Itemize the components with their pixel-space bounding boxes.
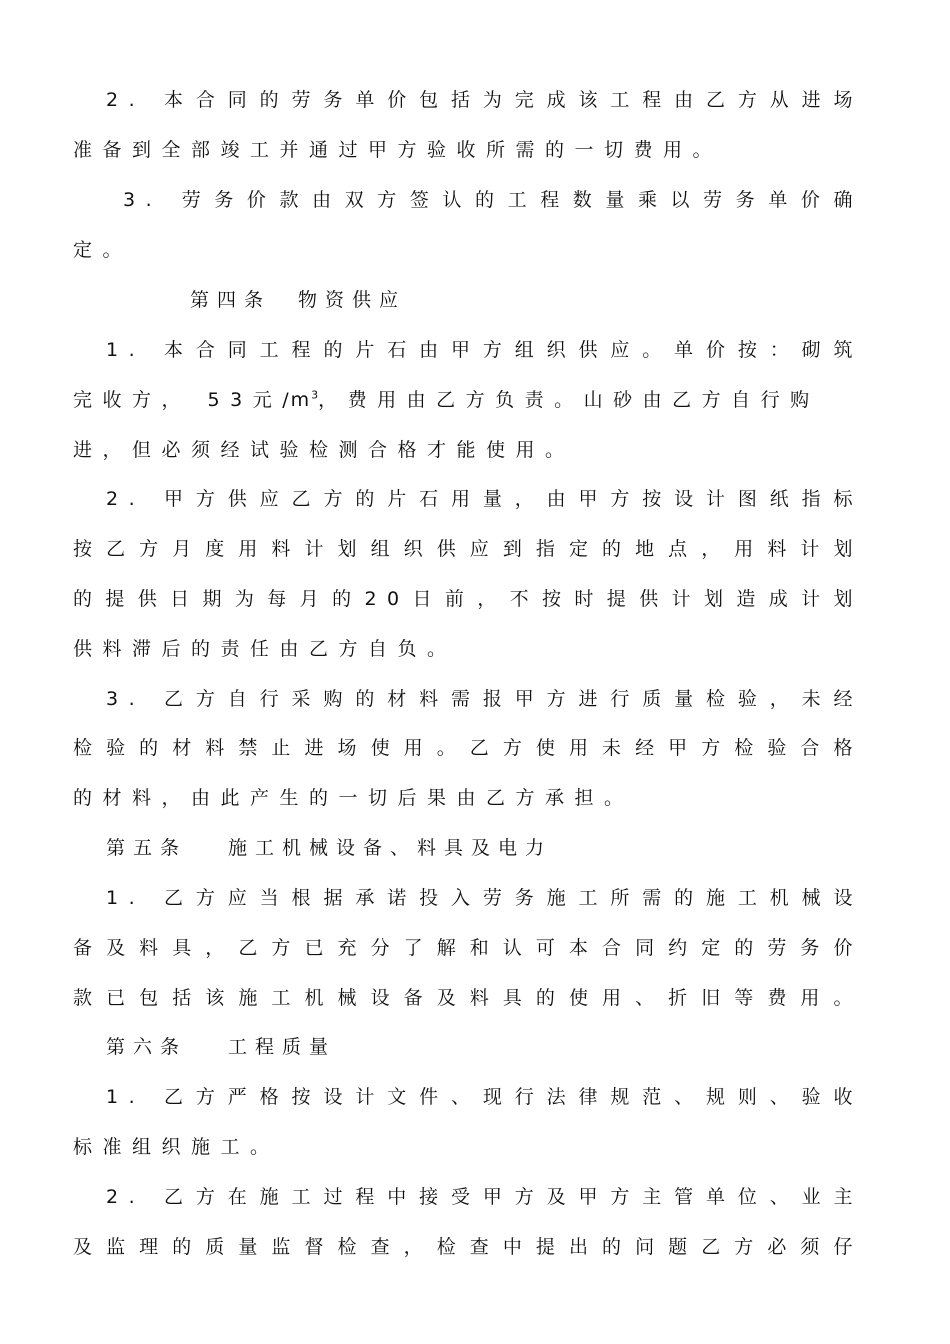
- section-heading: 第五条 施工机械设备、料具及电力: [106, 837, 553, 859]
- paragraph-line: 备及料具，乙方已充分了解和认可本合同约定的劳务价: [73, 937, 863, 959]
- paragraph-line: 1. 乙方严格按设计文件、现行法律规范、规则、验收: [106, 1086, 863, 1108]
- paragraph-line: 2. 甲方供应乙方的片石用量，由甲方按设计图纸指标: [106, 488, 863, 510]
- paragraph-line: 的提供日期为每月的20日前，不按时提供计划造成计划: [73, 588, 863, 610]
- paragraph-line: 1. 乙方应当根据承诺投入劳务施工所需的施工机械设: [106, 887, 863, 909]
- paragraph-line: 按乙方月度用料计划组织供应到指定的地点，用料计划: [73, 538, 863, 560]
- paragraph-line: 进，但必须经试验检测合格才能使用。: [73, 439, 575, 461]
- paragraph-line: 的材料，由此产生的一切后果由乙方承担。: [73, 787, 634, 809]
- paragraph-line: 供料滞后的责任由乙方自负。: [73, 638, 457, 660]
- section-heading: 第四条 物资供应: [190, 289, 407, 311]
- paragraph-line: 3. 乙方自行采购的材料需报甲方进行质量检验，未经: [106, 688, 863, 710]
- unit-superscript: 3: [311, 388, 319, 402]
- paragraph-line: 定。: [73, 239, 133, 261]
- paragraph-line: 准备到全部竣工并通过甲方验收所需的一切费用。: [73, 139, 723, 161]
- paragraph-line: 2. 本合同的劳务单价包括为完成该工程由乙方从进场: [106, 89, 863, 111]
- paragraph-line: 及监理的质量监督检查，检查中提出的问题乙方必须仔: [73, 1236, 863, 1258]
- paragraph-line: 3. 劳务价款由双方签认的工程数量乘以劳务单价确: [123, 189, 863, 211]
- text-segment: 完收方， 53元: [73, 389, 283, 411]
- text-segment: ，费用由乙方负责。山砂由乙方自行购: [318, 389, 820, 411]
- paragraph-line: [73, 383, 863, 417]
- paragraph-line: 2. 乙方在施工过程中接受甲方及甲方主管单位、业主: [106, 1186, 863, 1208]
- paragraph-line: 款已包括该施工机械设备及料具的使用、折旧等费用。: [73, 987, 863, 1009]
- paragraph-line: 1. 本合同工程的片石由甲方组织供应。单价按：砌筑: [106, 339, 863, 361]
- paragraph-line: 标准组织施工。: [73, 1136, 280, 1158]
- section-heading: 第六条 工程质量: [106, 1036, 337, 1058]
- paragraph-line: 检验的材料禁止进场使用。乙方使用未经甲方检验合格: [73, 737, 863, 759]
- unit-text: /m: [282, 389, 312, 411]
